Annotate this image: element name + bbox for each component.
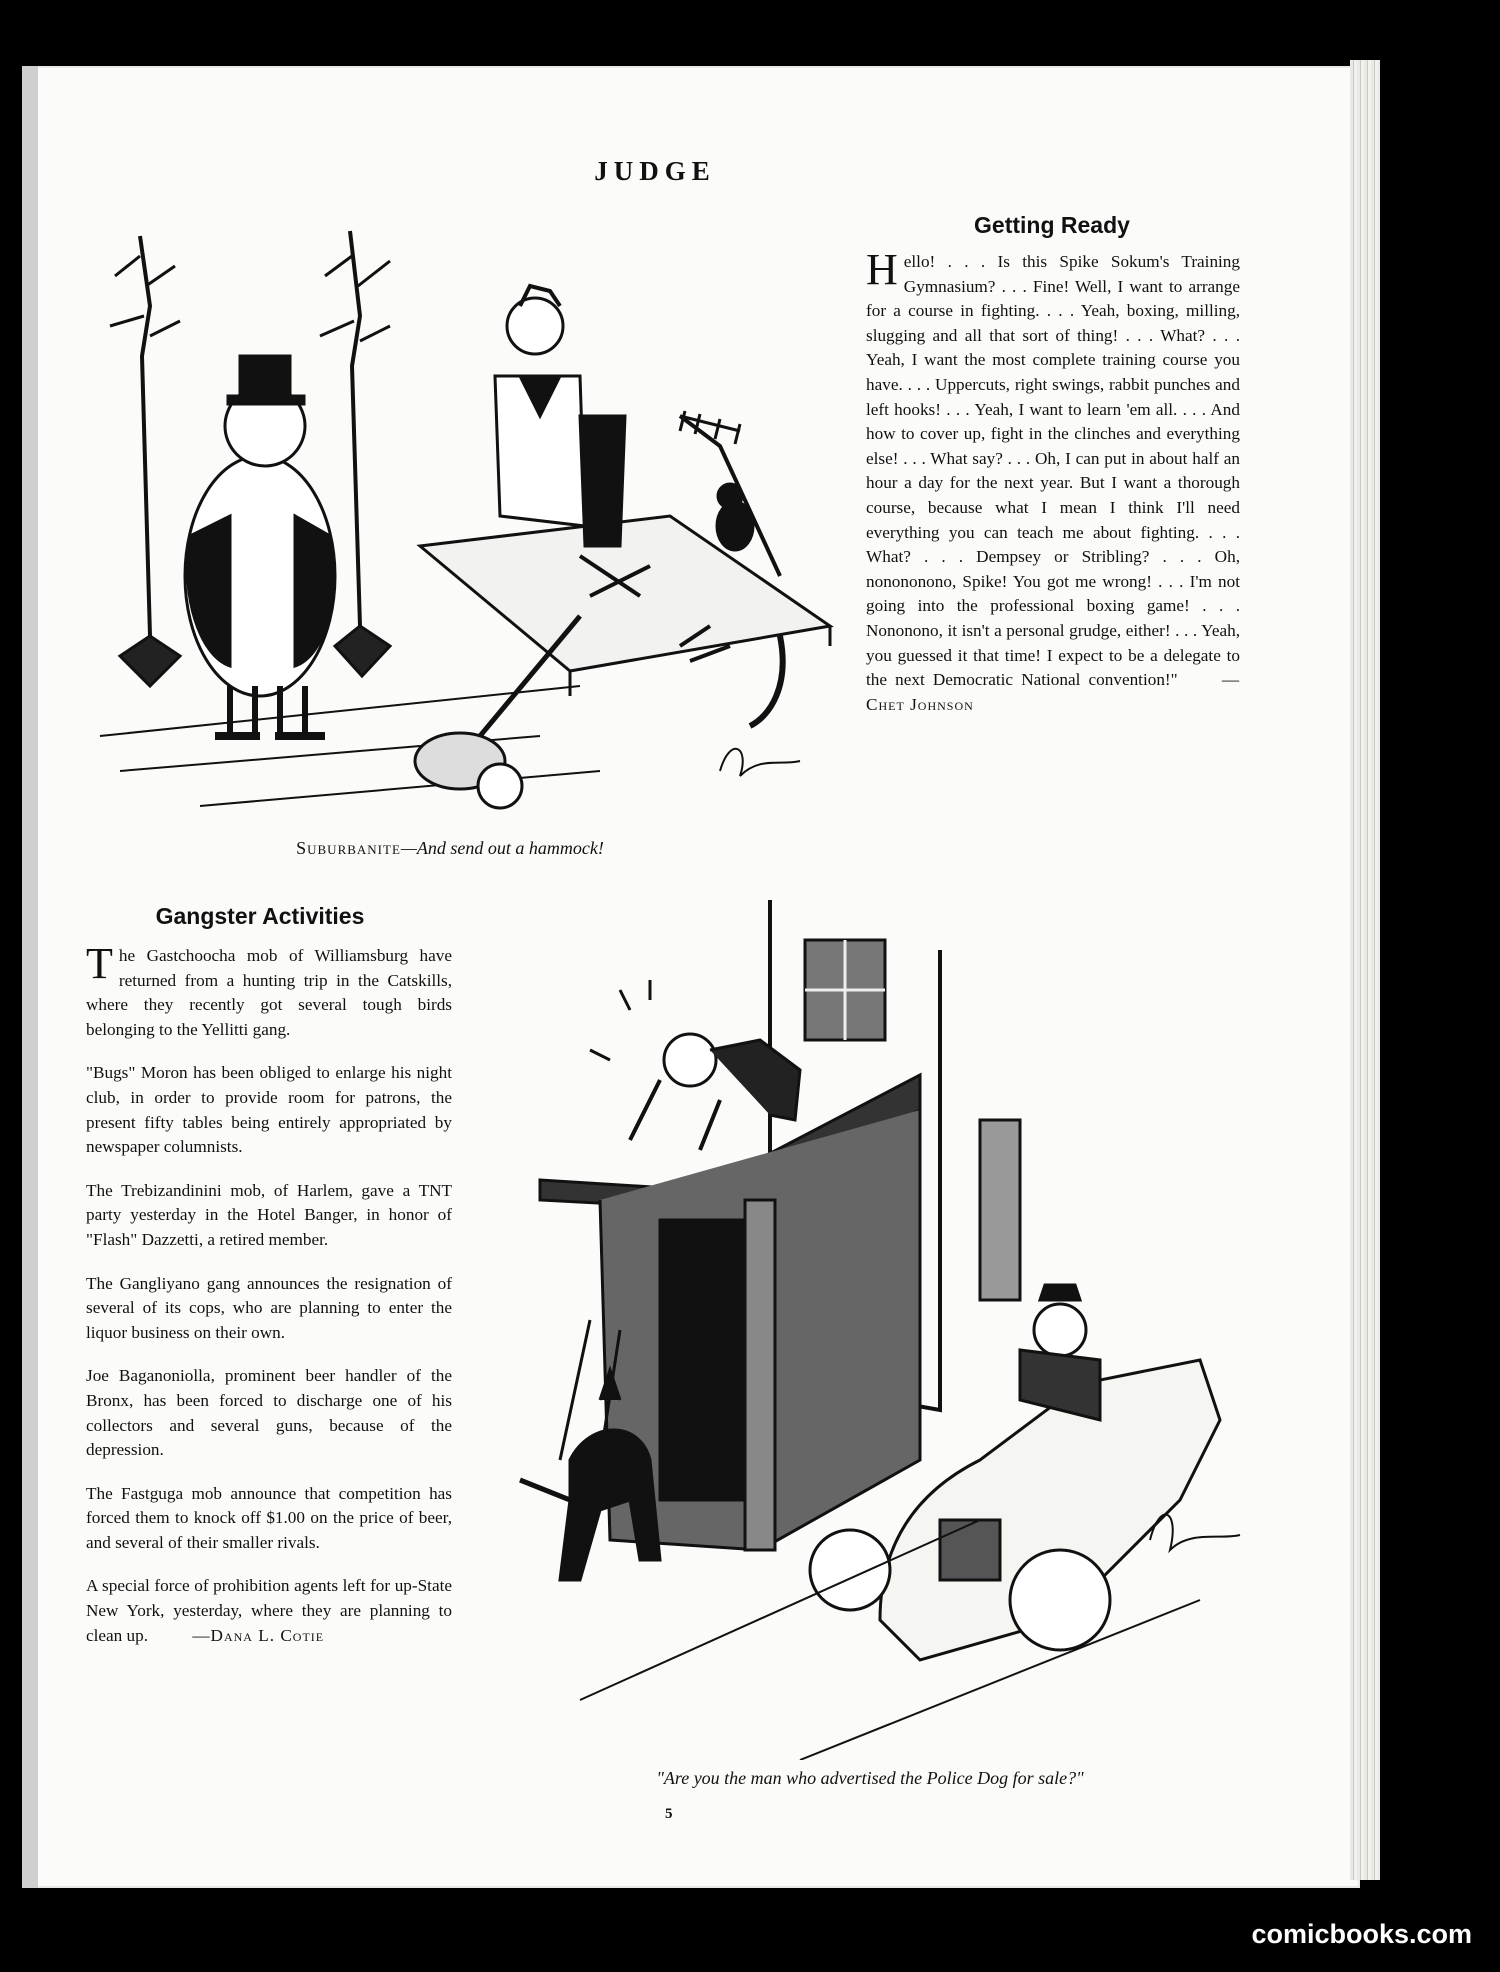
cartoon-police-dog	[500, 900, 1260, 1760]
getting-ready-title: Getting Ready	[974, 212, 1130, 238]
page-edges	[1350, 60, 1380, 1880]
caption-lead: Suburbanite	[296, 838, 401, 858]
magazine-title: JUDGE	[594, 156, 716, 186]
page-spine	[22, 66, 38, 1888]
gangster-paragraph: Joe Baganoniolla, prominent beer handler of the Bronx, has been forced to discharge one of his collectors and several guns, because of the depression.	[86, 1366, 452, 1460]
caption-text: —And send out a hammock!	[400, 838, 604, 858]
getting-ready-signature: —Chet Johnson	[866, 670, 1241, 714]
gangster-paragraph: The Trebizandinini mob, of Harlem, gave a TNT party yesterday in the Hotel Banger, in honor of "Flash" Dazzetti, a retired member.	[86, 1180, 452, 1249]
watermark: comicbooks.com	[1251, 1919, 1472, 1949]
gangster-signature: —Dana L. Cotie	[192, 1625, 325, 1645]
dropcap-t: T	[86, 939, 113, 988]
gangster-activities-title: Gangster Activities	[155, 903, 365, 929]
cartoon-suburbanite	[80, 216, 840, 856]
dropcap-h: H	[866, 245, 898, 294]
gangster-activities-body	[86, 939, 452, 1667]
cartoon-bottom-caption: "Are you the man who advertised the Police Dog for sale?"	[656, 1768, 1084, 1788]
page-number: 5	[665, 1806, 673, 1822]
gangster-paragraph: "Bugs" Moron has been obliged to enlarge his night club, in order to provide room for patrons, the present fifty tables being entirely appropriated by newspaper columnists.	[86, 1063, 452, 1157]
gangster-paragraph: The Fastguga mob announce that competition has forced them to knock off $1.00 on the price of beer, and several of their smaller rivals.	[86, 1483, 452, 1552]
getting-ready-body	[866, 245, 1241, 717]
gangster-paragraph: A special force of prohibition agents left for up-State New York, yesterday, where they are planning to clean up. —Dana L. Cotie	[86, 1576, 452, 1645]
cartoon-top-caption	[200, 838, 700, 859]
gangster-paragraph: The Gastchoocha mob of Williamsburg have returned from a hunting trip in the Catskills, where they recently got several tough birds belonging to the Yellitti gang.	[86, 939, 452, 1039]
gangster-paragraph: The Gangliyano gang announces the resignation of several of its cops, who are planning to enter the liquor business on their own.	[86, 1273, 452, 1342]
getting-ready-text: ello! . . . Is this Spike Sokum's Training Gymnasium? . . . Fine! Well, I want to arrange for a course in fighting. . . . Yeah, boxing, milling, slugging and all that sort of thing! . . . What? . . . Yeah, I want the most complete training course you have. . . . Uppercuts, right swings, rabbit punches and left hooks! . . . Yeah, I want to learn 'em all. . . . And how to cover up, fight in the clinches and everything else! . . . What say? . . . Oh, I can put in about half an hour a day for the next year. But I want a thorough course, because what I mean I think I'll need everything you can teach me about fighting. . . . What? . . . Dempsey or Stribling? . . . Oh, nonononono, Spike! You got me wrong! . . . I'm not going into the professional boxing game! . . . Nononono, it isn't a personal grudge, either! . . . Yeah, you guessed it that time! I expect to be a delegate to the next Democratic National convention!"	[866, 252, 1240, 690]
